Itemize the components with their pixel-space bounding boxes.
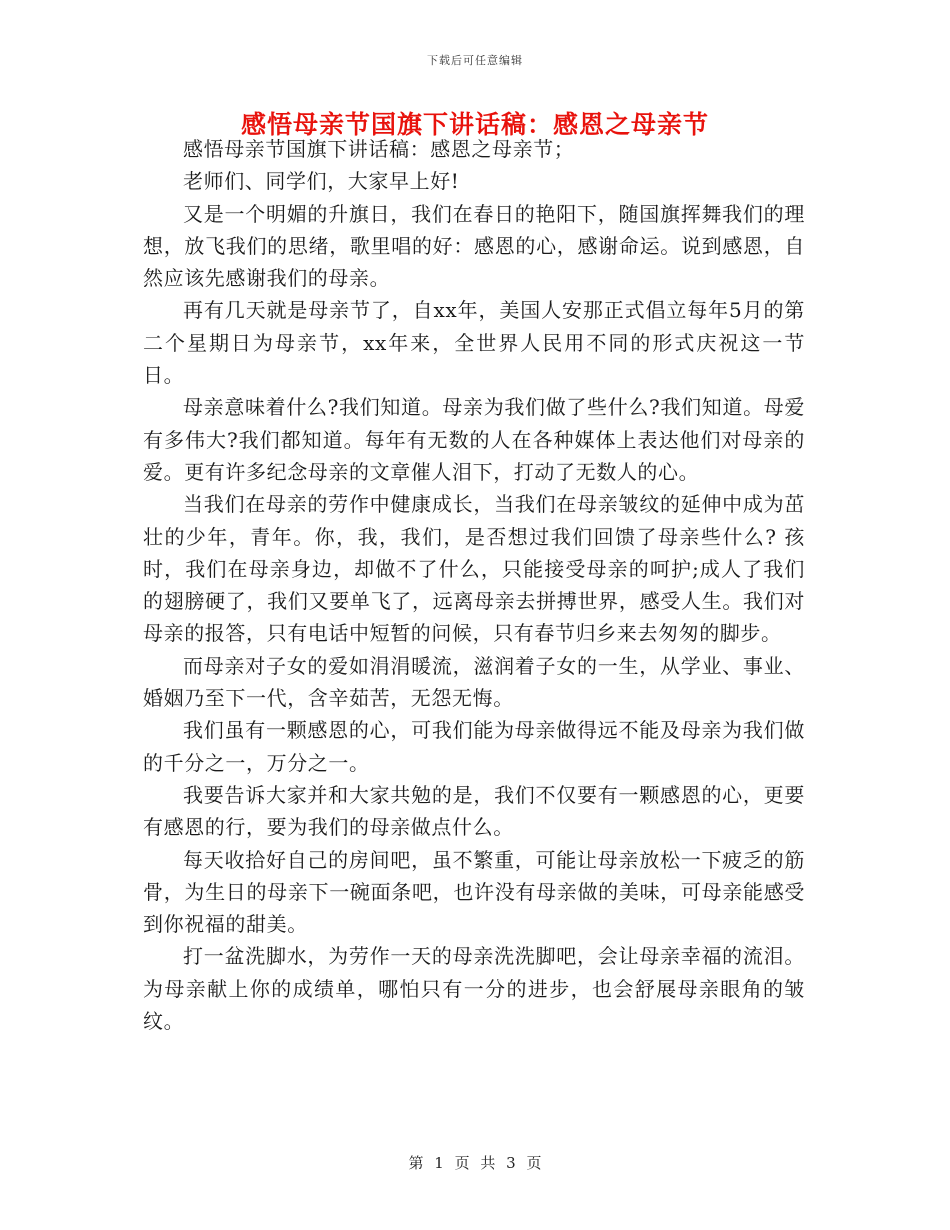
- paragraph: 再有几天就是母亲节了，自xx年，美国人安那正式倡立每年5月的第二个星期日为母亲节，xx年来，全世界人民用不同的形式庆祝这一节日。: [143, 298, 805, 388]
- page-number-footer: 第 1 页 共 3 页: [408, 1154, 542, 1172]
- paragraph: 感悟母亲节国旗下讲话稿：感恩之母亲节；: [183, 137, 575, 161]
- paragraph: 我们虽有一颗感恩的心，可我们能为母亲做得远不能及母亲为我们做的千分之一，万分之一。: [143, 718, 805, 775]
- paragraph: 又是一个明媚的升旗日，我们在春日的艳阳下，随国旗挥舞我们的理想，放飞我们的思绪，歌里唱的好：感恩的心，感谢命运。说到感恩，自然应该先感谢我们的母亲。: [143, 201, 805, 291]
- paragraph: 每天收拾好自己的房间吧，虽不繁重，可能让母亲放松一下疲乏的筋骨，为生日的母亲下一碗面条吧，也许没有母亲做的美味，可母亲能感受到你祝福的甜美。: [143, 847, 805, 937]
- paragraph: 当我们在母亲的劳作中健康成长，当我们在母亲皱纹的延伸中成为茁壮的少年，青年。你，我，我们，是否想过我们回馈了母亲些什么? 孩时，我们在母亲身边，却做不了什么，只能接受母亲的呵护;成人了我们的翅膀硬了，我们又要单飞了，远离母亲去拼搏世界，感受人生。我们对母亲的报答，只有电话中短暂的问候，只有春节归乡来去匆匆的脚步。: [143, 492, 805, 646]
- paragraph: 我要告诉大家并和大家共勉的是，我们不仅要有一颗感恩的心，更要有感恩的行，要为我们的母亲做点什么。: [143, 782, 805, 840]
- document-title: 感悟母亲节国旗下讲话稿：感恩之母亲节: [240, 110, 709, 139]
- paragraph: 打一盆洗脚水，为劳作一天的母亲洗洗脚吧，会让母亲幸福的流泪。为母亲献上你的成绩单，哪怕只有一分的进步，也会舒展母亲眼角的皱纹。: [143, 944, 805, 1034]
- paragraph: 母亲意味着什么?我们知道。母亲为我们做了些什么?我们知道。母爱有多伟大?我们都知道。每年有无数的人在各种媒体上表达他们对母亲的爱。更有许多纪念母亲的文章催人泪下，打动了无数人的心。: [143, 395, 805, 484]
- header-note: 下载后可任意编辑: [427, 54, 523, 67]
- document-body: [143, 133, 805, 1037]
- paragraph: 而母亲对子女的爱如涓涓暖流，滋润着子女的一生，从学业、事业、婚姻乃至下一代，含辛茹苦，无怨无悔。: [143, 653, 805, 711]
- paragraph: 老师们、同学们，大家早上好!: [183, 169, 460, 194]
